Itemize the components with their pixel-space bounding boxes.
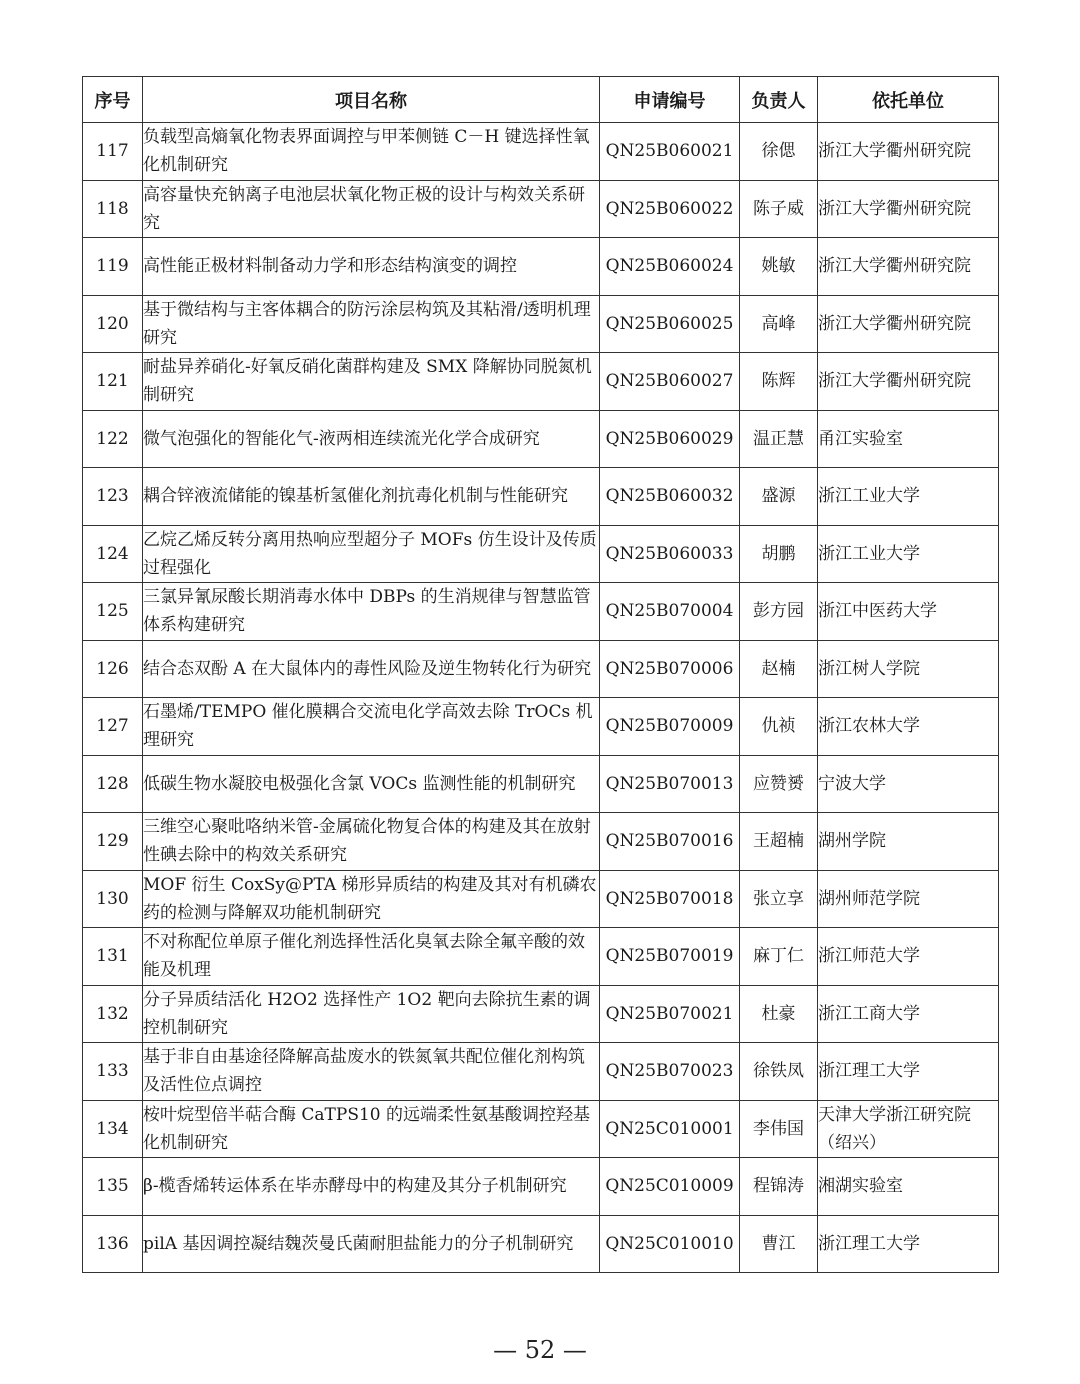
cell-leader: 曹江 bbox=[740, 1215, 818, 1273]
table-row bbox=[83, 640, 999, 698]
cell-project-name: 结合态双酚 A 在大鼠体内的毒性风险及逆生物转化行为研究 bbox=[143, 640, 600, 698]
cell-seq: 117 bbox=[83, 123, 143, 181]
cell-unit: 浙江大学衢州研究院 bbox=[818, 295, 999, 353]
cell-seq: 124 bbox=[83, 525, 143, 583]
cell-seq: 119 bbox=[83, 238, 143, 296]
table-row bbox=[83, 1215, 999, 1273]
cell-unit: 浙江师范大学 bbox=[818, 928, 999, 986]
table-row bbox=[83, 870, 999, 928]
cell-unit: 浙江工业大学 bbox=[818, 468, 999, 526]
cell-unit: 浙江农林大学 bbox=[818, 698, 999, 756]
cell-project-name: MOF 衍生 CoxSy@PTA 梯形异质结的构建及其对有机磷农药的检测与降解双功能机制研究 bbox=[143, 870, 600, 928]
cell-leader: 陈子威 bbox=[740, 180, 818, 238]
cell-application-code: QN25B070016 bbox=[600, 813, 740, 871]
table-row bbox=[83, 1100, 999, 1158]
table-row bbox=[83, 410, 999, 468]
cell-unit: 浙江理工大学 bbox=[818, 1215, 999, 1273]
cell-project-name: 低碳生物水凝胶电极强化含氯 VOCs 监测性能的机制研究 bbox=[143, 755, 600, 813]
cell-leader: 彭方园 bbox=[740, 583, 818, 641]
cell-leader: 姚敏 bbox=[740, 238, 818, 296]
cell-leader: 张立享 bbox=[740, 870, 818, 928]
cell-seq: 126 bbox=[83, 640, 143, 698]
project-table bbox=[82, 76, 999, 1273]
cell-unit: 浙江大学衢州研究院 bbox=[818, 353, 999, 411]
cell-application-code: QN25B070009 bbox=[600, 698, 740, 756]
cell-leader: 温正慧 bbox=[740, 410, 818, 468]
cell-project-name: 三氯异氰尿酸长期消毒水体中 DBPs 的生消规律与智慧监管体系构建研究 bbox=[143, 583, 600, 641]
table-row bbox=[83, 123, 999, 181]
table-body bbox=[83, 123, 999, 1273]
cell-project-name: 桉叶烷型倍半萜合酶 CaTPS10 的远端柔性氨基酸调控羟基化机制研究 bbox=[143, 1100, 600, 1158]
table-row bbox=[83, 1043, 999, 1101]
cell-application-code: QN25B060025 bbox=[600, 295, 740, 353]
cell-seq: 131 bbox=[83, 928, 143, 986]
cell-seq: 120 bbox=[83, 295, 143, 353]
cell-seq: 130 bbox=[83, 870, 143, 928]
cell-leader: 陈辉 bbox=[740, 353, 818, 411]
header-seq: 序号 bbox=[83, 77, 143, 123]
cell-leader: 应赞赟 bbox=[740, 755, 818, 813]
cell-unit: 浙江树人学院 bbox=[818, 640, 999, 698]
cell-unit: 浙江大学衢州研究院 bbox=[818, 180, 999, 238]
table-row bbox=[83, 468, 999, 526]
cell-seq: 129 bbox=[83, 813, 143, 871]
cell-leader: 李伟国 bbox=[740, 1100, 818, 1158]
cell-seq: 121 bbox=[83, 353, 143, 411]
cell-application-code: QN25B070018 bbox=[600, 870, 740, 928]
cell-project-name: 不对称配位单原子催化剂选择性活化臭氧去除全氟辛酸的效能及机理 bbox=[143, 928, 600, 986]
table-row bbox=[83, 180, 999, 238]
cell-unit: 湖州学院 bbox=[818, 813, 999, 871]
cell-unit: 湘湖实验室 bbox=[818, 1158, 999, 1216]
cell-leader: 盛源 bbox=[740, 468, 818, 526]
cell-project-name: pilA 基因调控凝结魏茨曼氏菌耐胆盐能力的分子机制研究 bbox=[143, 1215, 600, 1273]
cell-project-name: 分子异质结活化 H2O2 选择性产 1O2 靶向去除抗生素的调控机制研究 bbox=[143, 985, 600, 1043]
cell-seq: 123 bbox=[83, 468, 143, 526]
cell-unit: 浙江中医药大学 bbox=[818, 583, 999, 641]
cell-unit: 湖州师范学院 bbox=[818, 870, 999, 928]
cell-project-name: β-榄香烯转运体系在毕赤酵母中的构建及其分子机制研究 bbox=[143, 1158, 600, 1216]
cell-application-code: QN25B070019 bbox=[600, 928, 740, 986]
table-row bbox=[83, 1158, 999, 1216]
cell-seq: 136 bbox=[83, 1215, 143, 1273]
table-row bbox=[83, 755, 999, 813]
cell-seq: 118 bbox=[83, 180, 143, 238]
cell-project-name: 基于非自由基途径降解高盐废水的铁氮氧共配位催化剂构筑及活性位点调控 bbox=[143, 1043, 600, 1101]
cell-application-code: QN25B060022 bbox=[600, 180, 740, 238]
cell-project-name: 高容量快充钠离子电池层状氧化物正极的设计与构效关系研究 bbox=[143, 180, 600, 238]
table-row bbox=[83, 353, 999, 411]
cell-project-name: 基于微结构与主客体耦合的防污涂层构筑及其粘滑/透明机理研究 bbox=[143, 295, 600, 353]
cell-seq: 133 bbox=[83, 1043, 143, 1101]
cell-unit: 甬江实验室 bbox=[818, 410, 999, 468]
cell-leader: 杜豪 bbox=[740, 985, 818, 1043]
cell-application-code: QN25C010001 bbox=[600, 1100, 740, 1158]
table-row bbox=[83, 985, 999, 1043]
cell-unit: 浙江工业大学 bbox=[818, 525, 999, 583]
cell-seq: 127 bbox=[83, 698, 143, 756]
cell-project-name: 乙烷乙烯反转分离用热响应型超分子 MOFs 仿生设计及传质过程强化 bbox=[143, 525, 600, 583]
cell-seq: 135 bbox=[83, 1158, 143, 1216]
cell-unit: 天津大学浙江研究院（绍兴） bbox=[818, 1100, 999, 1158]
cell-leader: 高峰 bbox=[740, 295, 818, 353]
header-leader: 负责人 bbox=[740, 77, 818, 123]
cell-application-code: QN25B070023 bbox=[600, 1043, 740, 1101]
cell-leader: 徐铁凤 bbox=[740, 1043, 818, 1101]
cell-project-name: 微气泡强化的智能化气-液两相连续流光化学合成研究 bbox=[143, 410, 600, 468]
cell-project-name: 三维空心聚吡咯纳米管-金属硫化物复合体的构建及其在放射性碘去除中的构效关系研究 bbox=[143, 813, 600, 871]
cell-leader: 仇祯 bbox=[740, 698, 818, 756]
cell-application-code: QN25B060024 bbox=[600, 238, 740, 296]
cell-seq: 132 bbox=[83, 985, 143, 1043]
cell-seq: 128 bbox=[83, 755, 143, 813]
cell-seq: 125 bbox=[83, 583, 143, 641]
cell-unit: 宁波大学 bbox=[818, 755, 999, 813]
header-project-name: 项目名称 bbox=[143, 77, 600, 123]
cell-unit: 浙江工商大学 bbox=[818, 985, 999, 1043]
table-header-row bbox=[83, 77, 999, 123]
cell-application-code: QN25C010010 bbox=[600, 1215, 740, 1273]
cell-unit: 浙江大学衢州研究院 bbox=[818, 123, 999, 181]
cell-application-code: QN25B070013 bbox=[600, 755, 740, 813]
table-row bbox=[83, 928, 999, 986]
table-row bbox=[83, 583, 999, 641]
header-unit: 依托单位 bbox=[818, 77, 999, 123]
cell-leader: 麻丁仁 bbox=[740, 928, 818, 986]
cell-project-name: 石墨烯/TEMPO 催化膜耦合交流电化学高效去除 TrOCs 机理研究 bbox=[143, 698, 600, 756]
cell-application-code: QN25B070021 bbox=[600, 985, 740, 1043]
page-number: — 52 — bbox=[493, 1336, 587, 1364]
cell-project-name: 耦合锌液流储能的镍基析氢催化剂抗毒化机制与性能研究 bbox=[143, 468, 600, 526]
cell-project-name: 耐盐异养硝化-好氧反硝化菌群构建及 SMX 降解协同脱氮机制研究 bbox=[143, 353, 600, 411]
cell-unit: 浙江大学衢州研究院 bbox=[818, 238, 999, 296]
cell-application-code: QN25B070004 bbox=[600, 583, 740, 641]
cell-application-code: QN25B060029 bbox=[600, 410, 740, 468]
table-row bbox=[83, 813, 999, 871]
cell-leader: 程锦涛 bbox=[740, 1158, 818, 1216]
cell-leader: 王超楠 bbox=[740, 813, 818, 871]
table-row bbox=[83, 525, 999, 583]
cell-application-code: QN25B060021 bbox=[600, 123, 740, 181]
cell-application-code: QN25B070006 bbox=[600, 640, 740, 698]
cell-seq: 134 bbox=[83, 1100, 143, 1158]
table-row bbox=[83, 238, 999, 296]
cell-leader: 徐偲 bbox=[740, 123, 818, 181]
cell-seq: 122 bbox=[83, 410, 143, 468]
cell-application-code: QN25B060027 bbox=[600, 353, 740, 411]
cell-leader: 赵楠 bbox=[740, 640, 818, 698]
table-row bbox=[83, 698, 999, 756]
cell-leader: 胡鹏 bbox=[740, 525, 818, 583]
cell-project-name: 负载型高熵氧化物表界面调控与甲苯侧链 C－H 键选择性氧化机制研究 bbox=[143, 123, 600, 181]
cell-application-code: QN25C010009 bbox=[600, 1158, 740, 1216]
table-row bbox=[83, 295, 999, 353]
cell-application-code: QN25B060032 bbox=[600, 468, 740, 526]
cell-application-code: QN25B060033 bbox=[600, 525, 740, 583]
cell-project-name: 高性能正极材料制备动力学和形态结构演变的调控 bbox=[143, 238, 600, 296]
cell-unit: 浙江理工大学 bbox=[818, 1043, 999, 1101]
header-application-code: 申请编号 bbox=[600, 77, 740, 123]
